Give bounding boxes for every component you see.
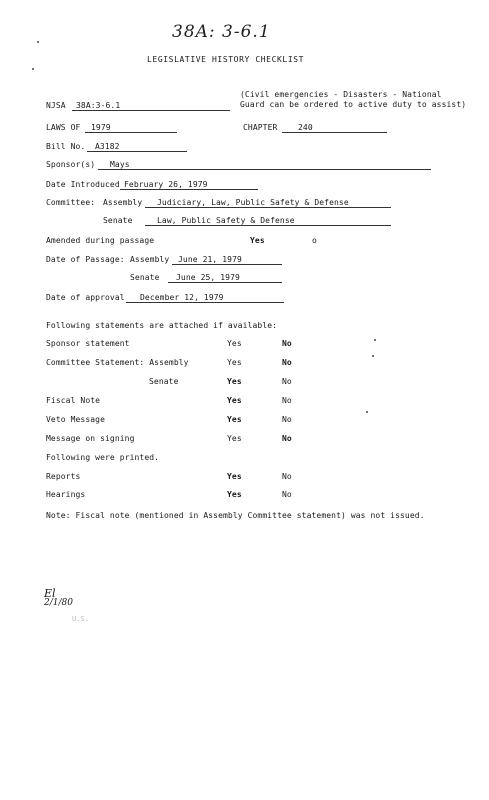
laws-of-label: LAWS OF (46, 123, 81, 132)
approval-value: December 12, 1979 (140, 293, 224, 302)
committee-statement-senate-no: No (282, 377, 292, 386)
chapter-label: CHAPTER (243, 123, 278, 132)
committee-label: Committee: (46, 198, 96, 207)
chapter-field (282, 123, 387, 133)
veto-message-no: No (282, 415, 292, 424)
hearings-label: Hearings (46, 490, 86, 499)
reports-label: Reports (46, 472, 81, 481)
scan-speck (372, 355, 374, 357)
bill-label: Bill No. (46, 142, 86, 151)
njsa-label: NJSA (46, 101, 66, 110)
veto-message-yes: Yes (227, 415, 242, 424)
scan-speck (366, 411, 368, 413)
committee-statement-assembly-label: Committee Statement: Assembly (46, 358, 189, 367)
message-signing-no: No (282, 434, 292, 443)
document-title: LEGISLATIVE HISTORY CHECKLIST (147, 55, 305, 64)
committee-statement-assembly-no: No (282, 358, 292, 367)
committee-senate-value: Law, Public Safety & Defense (157, 216, 295, 225)
veto-message-label: Veto Message (46, 415, 105, 424)
passage-assembly-label: Assembly (130, 255, 170, 264)
laws-of-field (85, 123, 177, 133)
amended-no: o (312, 236, 317, 245)
sponsor-statement-yes: Yes (227, 339, 242, 348)
fiscal-note-yes: Yes (227, 396, 242, 405)
committee-statement-assembly-yes: Yes (227, 358, 242, 367)
approval-label: Date of approval (46, 293, 125, 302)
njsa-value: 38A:3-6.1 (76, 101, 121, 110)
handwritten-date: 2/1/80 (44, 598, 73, 608)
date-introduced-value: February 26, 1979 (124, 180, 208, 189)
sponsor-label: Sponsor(s) (46, 160, 96, 169)
message-signing-yes: Yes (227, 434, 242, 443)
hearings-no: No (282, 490, 292, 499)
committee-assembly-value: Judiciary, Law, Public Safety & Defense (157, 198, 349, 207)
attached-heading: Following statements are attached if available: (46, 321, 278, 330)
committee-statement-senate-label: Senate (149, 377, 179, 386)
hearings-yes: Yes (227, 490, 242, 499)
printed-heading: Following were printed. (46, 453, 160, 462)
passage-senate-value: June 25, 1979 (176, 273, 240, 282)
reports-yes: Yes (227, 472, 242, 481)
bill-value: A3182 (95, 142, 120, 151)
sponsor-field (98, 160, 431, 170)
fiscal-note-no: No (282, 396, 292, 405)
fiscal-note-label: Fiscal Note (46, 396, 101, 405)
handwritten-code: 38A: 3-6.1 (172, 22, 271, 42)
handwritten-initials: El (44, 587, 56, 600)
committee-assembly-label: Assembly (103, 198, 143, 207)
scan-speck (374, 339, 376, 341)
passage-senate-field (168, 273, 282, 283)
passage-assembly-field (172, 255, 282, 265)
passage-senate-label: Senate (130, 273, 160, 282)
committee-senate-field (145, 216, 391, 226)
fiscal-note-remark: Note: Fiscal note (mentioned in Assembly Committee statement) was not issued. (46, 511, 425, 520)
passage-label: Date of Passage: (46, 255, 125, 264)
amended-yes: Yes (250, 236, 265, 245)
chapter-value: 240 (298, 123, 313, 132)
committee-senate-label: Senate (103, 216, 133, 225)
sponsor-value: Mays (110, 160, 130, 169)
date-introduced-label: Date Introduced (46, 180, 120, 189)
reports-no: No (282, 472, 292, 481)
committee-assembly-field (145, 198, 391, 208)
subject-line-2: Guard can be ordered to active duty to assist) (240, 100, 467, 109)
passage-assembly-value: June 21, 1979 (178, 255, 242, 264)
committee-statement-senate-yes: Yes (227, 377, 242, 386)
faint-stamp-text: U.S. (72, 615, 89, 623)
subject-line-1: (Civil emergencies - Disasters - National (240, 90, 442, 99)
amended-label: Amended during passage (46, 236, 155, 245)
sponsor-statement-no: No (282, 339, 292, 348)
scan-speck (32, 68, 34, 70)
message-signing-label: Message on signing (46, 434, 135, 443)
approval-field (126, 293, 284, 303)
date-introduced-field (120, 180, 258, 190)
sponsor-statement-label: Sponsor statement (46, 339, 130, 348)
bill-field (87, 142, 187, 152)
scan-speck (37, 41, 39, 43)
njsa-field (72, 101, 230, 111)
laws-of-value: 1979 (91, 123, 111, 132)
